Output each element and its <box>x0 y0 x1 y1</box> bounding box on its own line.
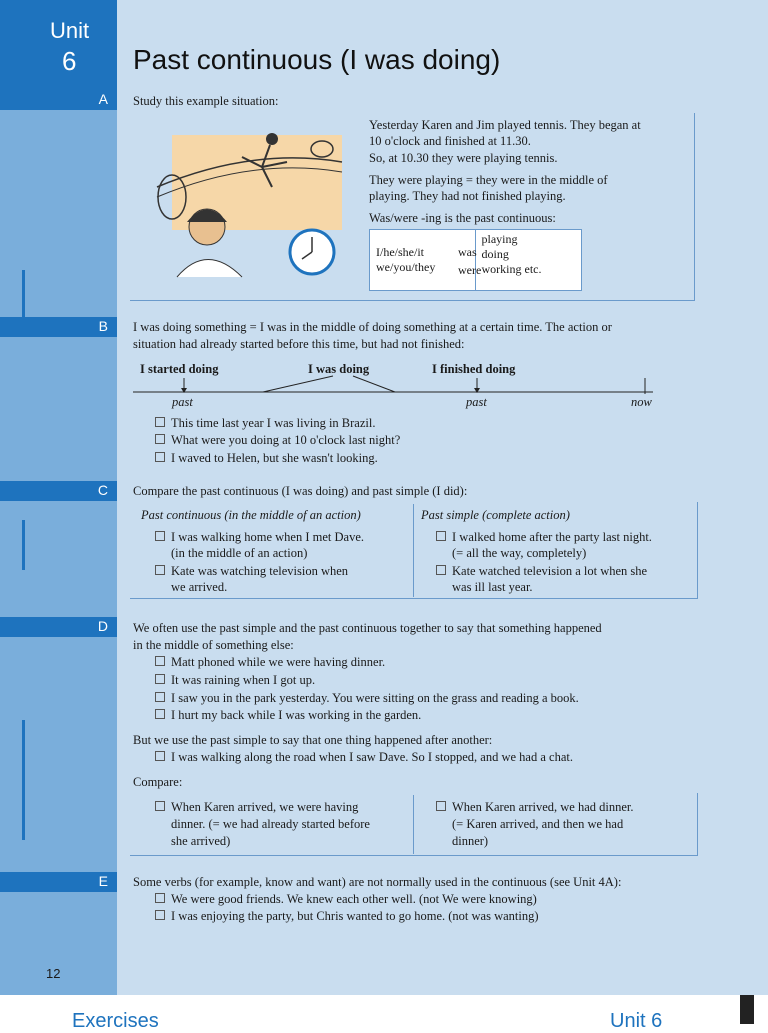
unit-badge <box>0 0 117 92</box>
example-item: I was walking home when I met Dave. <box>155 529 364 545</box>
margin-mark <box>22 520 25 570</box>
example-note: she arrived) <box>171 834 231 848</box>
example-item: When Karen arrived, we were having <box>155 799 358 815</box>
margin-mark <box>22 270 25 320</box>
example-note: dinner. (= we had already started before <box>171 817 370 831</box>
example-item: Kate watched television a lot when she <box>436 563 647 579</box>
timeline-middle-label: I was doing <box>308 362 370 376</box>
example-note: we arrived. <box>171 580 228 594</box>
example-item: I waved to Helen, but she wasn't looking. <box>155 450 378 466</box>
unit-number: 6 <box>62 46 77 76</box>
timeline-past-label: past <box>172 395 193 409</box>
example-item: I was enjoying the party, but Chris wanted to go home. (not was wanting) <box>155 908 539 924</box>
example-note: (= Karen arrived, and then we had <box>452 817 624 831</box>
table-verbs: playing doing working etc. <box>481 232 542 276</box>
timeline-start-label: I started doing <box>140 362 219 376</box>
section-b-text: situation had already started before this time, but had not finished: <box>133 337 465 351</box>
timeline-now-label: now <box>631 395 652 409</box>
section-e-tab: E <box>0 872 117 892</box>
right-column-heading: Past simple (complete action) <box>421 508 570 522</box>
example-note: was ill last year. <box>452 580 533 594</box>
next-page-unit: Unit 6 <box>610 1010 663 1032</box>
example-note: (in the middle of an action) <box>171 546 308 560</box>
timeline-diagram <box>133 374 673 398</box>
section-b-tab: B <box>0 317 117 337</box>
page-number: 12 <box>46 966 61 981</box>
column-divider <box>413 504 414 597</box>
section-b-text: I was doing something = I was in the middle of doing something at a certain time. The action or <box>133 320 612 334</box>
example-item: I saw you in the park yesterday. You were sitting on the grass and reading a book. <box>155 690 579 706</box>
past-continuous-table <box>369 229 582 291</box>
section-a-intro: Study this example situation: <box>133 94 279 108</box>
table-aux-were: were <box>458 263 482 277</box>
section-a-text: Yesterday Karen and Jim played tennis. They began at <box>369 118 641 132</box>
section-c-intro: Compare the past continuous (I was doing) and past simple (I did): <box>133 484 468 498</box>
unit-label: Unit <box>50 18 90 43</box>
example-item: We were good friends. We knew each other well. (not We were knowing) <box>155 891 537 907</box>
section-c-tab: C <box>0 481 117 501</box>
example-note: (= all the way, completely) <box>452 546 587 560</box>
next-page-heading: Exercises <box>72 1010 159 1032</box>
section-d-text: But we use the past simple to say that one thing happened after another: <box>133 733 493 747</box>
example-item: What were you doing at 10 o'clock last night? <box>155 432 400 448</box>
example-item: Matt phoned while we were having dinner. <box>155 654 385 670</box>
example-item: I hurt my back while I was working in the garden. <box>155 707 421 723</box>
example-item: I walked home after the party last night. <box>436 529 652 545</box>
example-note: dinner) <box>452 834 489 848</box>
margin-mark <box>22 720 25 840</box>
example-item: Kate was watching television when <box>155 563 348 579</box>
left-column-heading: Past continuous (in the middle of an action) <box>141 508 361 522</box>
binding-edge <box>740 995 754 1024</box>
section-d-compare-label: Compare: <box>133 775 183 789</box>
section-d-tab: D <box>0 617 117 637</box>
section-a-text: So, at 10.30 they were playing tennis. <box>369 151 558 165</box>
page-title: Past continuous (I was doing) <box>133 44 501 75</box>
section-e-text: Some verbs (for example, know and want) are not normally used in the continuous (see Unit 4A): <box>133 875 622 889</box>
column-divider <box>413 795 414 854</box>
section-a-tab: A <box>0 90 117 110</box>
section-a-text: They were playing = they were in the middle of <box>369 173 608 187</box>
example-item: I was walking along the road when I saw Dave. So I stopped, and we had a chat. <box>155 749 573 765</box>
section-a-text: 10 o'clock and finished at 11.30. <box>369 134 531 148</box>
example-item: This time last year I was living in Brazil. <box>155 415 375 431</box>
section-d-text: We often use the past simple and the past continuous together to say that something happened <box>133 621 602 635</box>
section-d-text: in the middle of something else: <box>133 638 294 652</box>
table-subjects: I/he/she/it we/you/they <box>370 230 476 291</box>
table-aux-was: was <box>458 245 477 259</box>
example-item: It was raining when I got up. <box>155 672 315 688</box>
example-item: When Karen arrived, we had dinner. <box>436 799 634 815</box>
section-a-text: Was/were -ing is the past continuous: <box>369 211 556 225</box>
timeline-end-label: I finished doing <box>432 362 516 376</box>
section-a-text: playing. They had not finished playing. <box>369 189 566 203</box>
tennis-illustration <box>152 127 352 282</box>
timeline-past-label: past <box>466 395 487 409</box>
